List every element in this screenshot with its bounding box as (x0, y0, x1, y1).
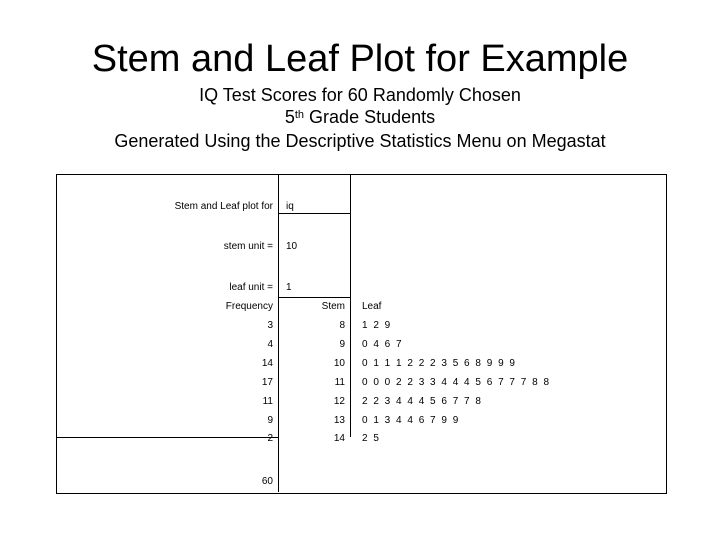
subtitle-line-1: IQ Test Scores for 60 Randomly Chosen (199, 85, 521, 105)
stem-leaf-table (56, 174, 667, 494)
leaf-cell: 0 1 1 1 2 2 2 3 5 6 8 9 9 9 (362, 358, 517, 369)
stem-cell: 8 (339, 320, 345, 331)
leaf-unit-value: 1 (286, 282, 292, 293)
stem-unit-label: stem unit = (223, 241, 273, 252)
leaf-unit-label: leaf unit = (229, 282, 273, 293)
frequency-cell: 3 (267, 320, 273, 331)
grid-line (350, 175, 351, 437)
leaf-cell: 2 5 (362, 433, 381, 444)
leaf-cell: 0 1 3 4 4 6 7 9 9 (362, 415, 460, 426)
grid-line (278, 297, 350, 298)
subtitle-line-2 (0, 106, 720, 128)
frequency-total: 60 (261, 476, 273, 487)
stem-cell: 10 (333, 358, 345, 369)
grade-suffix: th (294, 109, 305, 121)
leaf-cell: 2 2 3 4 4 4 5 6 7 7 8 (362, 396, 483, 407)
frequency-header: Frequency (225, 301, 273, 312)
stem-cell: 9 (339, 339, 345, 350)
frequency-cell: 9 (267, 415, 273, 426)
leaf-cell: 0 0 0 2 2 3 3 4 4 4 5 6 7 7 7 8 8 (362, 377, 551, 388)
subtitle-line-3: Generated Using the Descriptive Statistics Menu on Megastat (114, 131, 606, 151)
stem-unit-value: 10 (286, 241, 298, 252)
leaf-header: Leaf (362, 301, 382, 312)
stem-cell: 14 (333, 433, 345, 444)
frequency-cell: 11 (262, 396, 273, 407)
frequency-cell: 2 (267, 433, 273, 444)
stem-cell: 12 (333, 396, 345, 407)
leaf-cell: 0 4 6 7 (362, 339, 404, 350)
grid-line (278, 213, 350, 214)
slide-title: Stem and Leaf Plot for Example (91, 38, 629, 80)
header-label: Stem and Leaf plot for (174, 201, 273, 212)
stem-header: Stem (321, 301, 345, 312)
stem-cell: 11 (334, 377, 345, 388)
header-value: iq (286, 201, 294, 212)
frequency-cell: 14 (261, 358, 273, 369)
grade-number: 5 (284, 107, 295, 127)
stem-cell: 13 (333, 415, 345, 426)
grade-text: Grade Students (304, 107, 436, 127)
leaf-cell: 1 2 9 (362, 320, 392, 331)
frequency-cell: 4 (267, 339, 273, 350)
frequency-cell: 17 (261, 377, 273, 388)
